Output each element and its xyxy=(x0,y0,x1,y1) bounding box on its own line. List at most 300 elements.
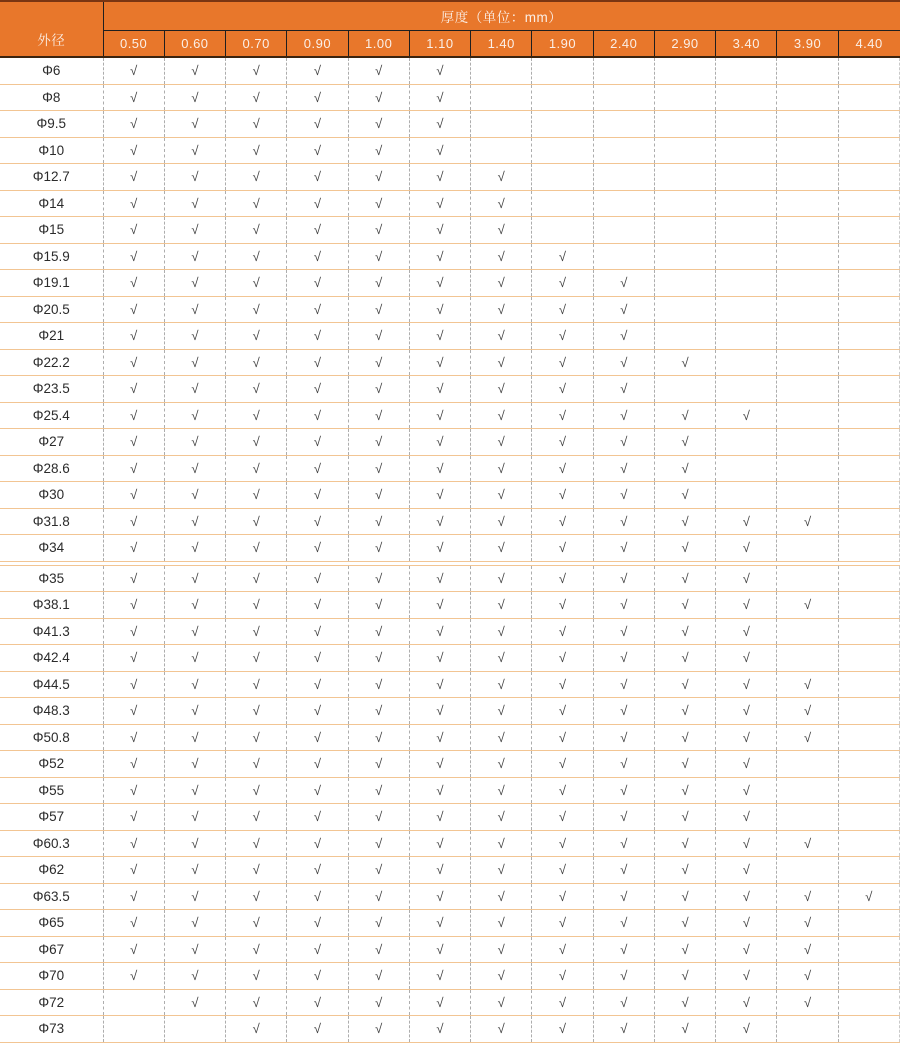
check-cell: √ xyxy=(287,349,348,376)
check-cell: √ xyxy=(532,323,593,350)
table-row xyxy=(0,217,900,244)
diameter-cell: Φ15 xyxy=(0,217,103,244)
empty-cell xyxy=(593,84,654,111)
empty-cell xyxy=(838,565,899,592)
check-cell: √ xyxy=(409,751,470,778)
check-cell: √ xyxy=(716,402,777,429)
check-cell: √ xyxy=(287,989,348,1016)
check-cell: √ xyxy=(348,1016,409,1043)
diameter-cell: Φ19.1 xyxy=(0,270,103,297)
check-cell: √ xyxy=(716,777,777,804)
check-cell: √ xyxy=(777,936,838,963)
diameter-cell: Φ21 xyxy=(0,323,103,350)
check-cell: √ xyxy=(471,724,532,751)
check-cell: √ xyxy=(348,535,409,562)
check-cell: √ xyxy=(593,777,654,804)
diameter-cell: Φ67 xyxy=(0,936,103,963)
thickness-col-header: 1.40 xyxy=(471,30,532,57)
check-cell: √ xyxy=(654,804,715,831)
check-cell: √ xyxy=(471,936,532,963)
empty-cell xyxy=(654,190,715,217)
check-cell: √ xyxy=(471,376,532,403)
check-cell: √ xyxy=(409,671,470,698)
empty-cell xyxy=(593,137,654,164)
check-cell: √ xyxy=(348,402,409,429)
diameter-cell: Φ44.5 xyxy=(0,671,103,698)
check-cell: √ xyxy=(777,989,838,1016)
check-cell: √ xyxy=(348,963,409,990)
check-cell: √ xyxy=(471,349,532,376)
check-cell: √ xyxy=(348,645,409,672)
check-cell: √ xyxy=(593,349,654,376)
check-cell: √ xyxy=(471,429,532,456)
diameter-cell: Φ25.4 xyxy=(0,402,103,429)
check-cell: √ xyxy=(654,1016,715,1043)
check-cell: √ xyxy=(593,883,654,910)
check-cell: √ xyxy=(348,482,409,509)
check-cell: √ xyxy=(226,243,287,270)
check-cell: √ xyxy=(226,137,287,164)
empty-cell xyxy=(532,164,593,191)
empty-cell xyxy=(777,535,838,562)
check-cell: √ xyxy=(287,323,348,350)
check-cell: √ xyxy=(226,535,287,562)
check-cell: √ xyxy=(777,671,838,698)
check-cell: √ xyxy=(654,989,715,1016)
check-cell: √ xyxy=(593,910,654,937)
empty-cell xyxy=(654,164,715,191)
check-cell: √ xyxy=(593,296,654,323)
check-cell: √ xyxy=(164,482,225,509)
check-cell: √ xyxy=(287,429,348,456)
empty-cell xyxy=(532,217,593,244)
check-cell: √ xyxy=(103,671,164,698)
table-row xyxy=(0,936,900,963)
check-cell: √ xyxy=(471,963,532,990)
check-cell: √ xyxy=(471,535,532,562)
check-cell: √ xyxy=(409,936,470,963)
table-row xyxy=(0,751,900,778)
check-cell: √ xyxy=(593,402,654,429)
table-row xyxy=(0,57,900,84)
check-cell: √ xyxy=(716,963,777,990)
table-row xyxy=(0,482,900,509)
empty-cell xyxy=(716,429,777,456)
check-cell: √ xyxy=(409,618,470,645)
check-cell: √ xyxy=(471,857,532,884)
check-cell: √ xyxy=(164,724,225,751)
diameter-cell: Φ48.3 xyxy=(0,698,103,725)
empty-cell xyxy=(471,57,532,84)
check-cell: √ xyxy=(348,565,409,592)
check-cell: √ xyxy=(164,402,225,429)
check-cell: √ xyxy=(716,910,777,937)
empty-cell xyxy=(471,111,532,138)
empty-cell xyxy=(777,190,838,217)
check-cell: √ xyxy=(226,84,287,111)
empty-cell xyxy=(777,857,838,884)
check-cell: √ xyxy=(409,724,470,751)
empty-cell xyxy=(838,830,899,857)
check-cell: √ xyxy=(348,296,409,323)
check-cell: √ xyxy=(226,989,287,1016)
thickness-col-header: 1.00 xyxy=(348,30,409,57)
empty-cell xyxy=(654,217,715,244)
check-cell: √ xyxy=(777,830,838,857)
check-cell: √ xyxy=(532,296,593,323)
empty-cell xyxy=(838,190,899,217)
check-cell: √ xyxy=(226,698,287,725)
check-cell: √ xyxy=(226,482,287,509)
diameter-cell: Φ55 xyxy=(0,777,103,804)
check-cell: √ xyxy=(532,429,593,456)
check-cell: √ xyxy=(409,565,470,592)
check-cell: √ xyxy=(654,565,715,592)
check-cell: √ xyxy=(226,963,287,990)
empty-cell xyxy=(654,137,715,164)
check-cell: √ xyxy=(532,1016,593,1043)
check-cell: √ xyxy=(287,111,348,138)
check-cell: √ xyxy=(777,592,838,619)
check-cell: √ xyxy=(716,1016,777,1043)
check-cell: √ xyxy=(287,751,348,778)
check-cell: √ xyxy=(777,724,838,751)
table-row xyxy=(0,883,900,910)
empty-cell xyxy=(777,84,838,111)
empty-cell xyxy=(716,349,777,376)
check-cell: √ xyxy=(593,482,654,509)
check-cell: √ xyxy=(103,883,164,910)
empty-cell xyxy=(838,857,899,884)
empty-cell xyxy=(838,296,899,323)
check-cell: √ xyxy=(226,190,287,217)
empty-cell xyxy=(593,217,654,244)
empty-cell xyxy=(716,57,777,84)
diameter-cell: Φ28.6 xyxy=(0,455,103,482)
check-cell: √ xyxy=(532,671,593,698)
empty-cell xyxy=(471,137,532,164)
diameter-cell: Φ35 xyxy=(0,565,103,592)
check-cell: √ xyxy=(164,804,225,831)
check-cell: √ xyxy=(287,777,348,804)
empty-cell xyxy=(777,429,838,456)
empty-cell xyxy=(777,217,838,244)
diameter-cell: Φ73 xyxy=(0,1016,103,1043)
check-cell: √ xyxy=(348,508,409,535)
check-cell: √ xyxy=(409,429,470,456)
check-cell: √ xyxy=(226,777,287,804)
check-cell: √ xyxy=(532,455,593,482)
check-cell: √ xyxy=(593,804,654,831)
check-cell: √ xyxy=(471,618,532,645)
check-cell: √ xyxy=(409,323,470,350)
check-cell: √ xyxy=(593,963,654,990)
check-cell: √ xyxy=(164,429,225,456)
empty-cell xyxy=(838,482,899,509)
diameter-cell: Φ38.1 xyxy=(0,592,103,619)
table-row xyxy=(0,830,900,857)
check-cell: √ xyxy=(348,190,409,217)
diameter-cell: Φ6 xyxy=(0,57,103,84)
check-cell: √ xyxy=(164,296,225,323)
check-cell: √ xyxy=(716,857,777,884)
table-row xyxy=(0,857,900,884)
check-cell: √ xyxy=(103,936,164,963)
empty-cell xyxy=(838,777,899,804)
check-cell: √ xyxy=(409,482,470,509)
empty-cell xyxy=(838,217,899,244)
empty-cell xyxy=(654,296,715,323)
empty-cell xyxy=(777,565,838,592)
check-cell: √ xyxy=(348,724,409,751)
check-cell: √ xyxy=(716,989,777,1016)
check-cell: √ xyxy=(348,84,409,111)
check-cell: √ xyxy=(593,830,654,857)
check-cell: √ xyxy=(532,751,593,778)
check-cell: √ xyxy=(103,804,164,831)
check-cell: √ xyxy=(409,402,470,429)
check-cell: √ xyxy=(226,1016,287,1043)
check-cell: √ xyxy=(348,349,409,376)
check-cell: √ xyxy=(287,857,348,884)
check-cell: √ xyxy=(654,830,715,857)
check-cell: √ xyxy=(226,804,287,831)
check-cell: √ xyxy=(716,565,777,592)
check-cell: √ xyxy=(164,592,225,619)
check-cell: √ xyxy=(103,830,164,857)
check-cell: √ xyxy=(226,508,287,535)
thickness-col-header: 2.90 xyxy=(654,30,715,57)
thickness-col-header: 0.60 xyxy=(164,30,225,57)
empty-cell xyxy=(838,84,899,111)
check-cell: √ xyxy=(103,592,164,619)
check-cell: √ xyxy=(287,645,348,672)
check-cell: √ xyxy=(409,190,470,217)
check-cell: √ xyxy=(532,804,593,831)
check-cell: √ xyxy=(532,243,593,270)
check-cell: √ xyxy=(409,535,470,562)
empty-cell xyxy=(838,270,899,297)
check-cell: √ xyxy=(471,243,532,270)
empty-cell xyxy=(716,111,777,138)
check-cell: √ xyxy=(164,989,225,1016)
check-cell: √ xyxy=(471,910,532,937)
check-cell: √ xyxy=(409,883,470,910)
check-cell: √ xyxy=(654,535,715,562)
empty-cell xyxy=(532,137,593,164)
empty-cell xyxy=(716,323,777,350)
check-cell: √ xyxy=(409,84,470,111)
check-cell: √ xyxy=(654,671,715,698)
check-cell: √ xyxy=(348,671,409,698)
empty-cell xyxy=(777,111,838,138)
table-header xyxy=(0,1,900,57)
check-cell: √ xyxy=(471,323,532,350)
table-row xyxy=(0,111,900,138)
empty-cell xyxy=(654,376,715,403)
check-cell: √ xyxy=(226,751,287,778)
check-cell: √ xyxy=(532,963,593,990)
check-cell: √ xyxy=(164,270,225,297)
check-cell: √ xyxy=(716,724,777,751)
check-cell: √ xyxy=(287,57,348,84)
check-cell: √ xyxy=(348,429,409,456)
diameter-cell: Φ63.5 xyxy=(0,883,103,910)
diameter-cell: Φ31.8 xyxy=(0,508,103,535)
check-cell: √ xyxy=(471,989,532,1016)
empty-cell xyxy=(777,243,838,270)
check-cell: √ xyxy=(287,883,348,910)
empty-cell xyxy=(838,910,899,937)
empty-cell xyxy=(103,989,164,1016)
empty-cell xyxy=(777,751,838,778)
check-cell: √ xyxy=(348,376,409,403)
check-cell: √ xyxy=(103,402,164,429)
check-cell: √ xyxy=(348,592,409,619)
check-cell: √ xyxy=(471,402,532,429)
thickness-col-header: 3.40 xyxy=(716,30,777,57)
check-cell: √ xyxy=(777,910,838,937)
table-row xyxy=(0,402,900,429)
check-cell: √ xyxy=(409,111,470,138)
check-cell: √ xyxy=(164,217,225,244)
check-cell: √ xyxy=(348,777,409,804)
check-cell: √ xyxy=(287,618,348,645)
check-cell: √ xyxy=(593,455,654,482)
check-cell: √ xyxy=(103,137,164,164)
check-cell: √ xyxy=(164,164,225,191)
empty-cell xyxy=(716,137,777,164)
check-cell: √ xyxy=(593,724,654,751)
empty-cell xyxy=(838,1016,899,1043)
check-cell: √ xyxy=(532,883,593,910)
empty-cell xyxy=(716,270,777,297)
check-cell: √ xyxy=(348,164,409,191)
empty-cell xyxy=(777,482,838,509)
check-cell: √ xyxy=(226,270,287,297)
check-cell: √ xyxy=(164,111,225,138)
check-cell: √ xyxy=(471,592,532,619)
check-cell: √ xyxy=(103,349,164,376)
check-cell: √ xyxy=(226,296,287,323)
empty-cell xyxy=(838,455,899,482)
empty-cell xyxy=(777,402,838,429)
table-row xyxy=(0,323,900,350)
check-cell: √ xyxy=(716,830,777,857)
check-cell: √ xyxy=(654,402,715,429)
check-cell: √ xyxy=(716,936,777,963)
check-cell: √ xyxy=(287,296,348,323)
check-cell: √ xyxy=(103,508,164,535)
table-row xyxy=(0,455,900,482)
check-cell: √ xyxy=(287,402,348,429)
empty-cell xyxy=(716,455,777,482)
empty-cell xyxy=(838,111,899,138)
table-body xyxy=(0,57,900,1042)
check-cell: √ xyxy=(226,349,287,376)
empty-cell xyxy=(716,164,777,191)
check-cell: √ xyxy=(777,698,838,725)
empty-cell xyxy=(777,164,838,191)
check-cell: √ xyxy=(471,777,532,804)
empty-cell xyxy=(838,535,899,562)
check-cell: √ xyxy=(103,455,164,482)
check-cell: √ xyxy=(409,243,470,270)
check-cell: √ xyxy=(287,482,348,509)
check-cell: √ xyxy=(226,429,287,456)
check-cell: √ xyxy=(103,296,164,323)
check-cell: √ xyxy=(287,217,348,244)
check-cell: √ xyxy=(287,137,348,164)
check-cell: √ xyxy=(716,698,777,725)
check-cell: √ xyxy=(654,349,715,376)
check-cell: √ xyxy=(287,724,348,751)
check-cell: √ xyxy=(226,323,287,350)
check-cell: √ xyxy=(287,910,348,937)
check-cell: √ xyxy=(409,349,470,376)
check-cell: √ xyxy=(654,508,715,535)
empty-cell xyxy=(654,57,715,84)
check-cell: √ xyxy=(287,936,348,963)
empty-cell xyxy=(164,1016,225,1043)
table-row xyxy=(0,535,900,562)
check-cell: √ xyxy=(226,455,287,482)
check-cell: √ xyxy=(103,84,164,111)
check-cell: √ xyxy=(164,698,225,725)
check-cell: √ xyxy=(164,535,225,562)
check-cell: √ xyxy=(716,618,777,645)
check-cell: √ xyxy=(409,830,470,857)
check-cell: √ xyxy=(409,910,470,937)
empty-cell xyxy=(654,84,715,111)
check-cell: √ xyxy=(654,645,715,672)
check-cell: √ xyxy=(716,508,777,535)
empty-cell xyxy=(777,645,838,672)
table-row xyxy=(0,84,900,111)
check-cell: √ xyxy=(409,217,470,244)
empty-cell xyxy=(777,1016,838,1043)
table-row xyxy=(0,137,900,164)
check-cell: √ xyxy=(164,57,225,84)
check-cell: √ xyxy=(409,164,470,191)
table-row xyxy=(0,243,900,270)
check-cell: √ xyxy=(593,671,654,698)
check-cell: √ xyxy=(593,936,654,963)
check-cell: √ xyxy=(226,910,287,937)
empty-cell xyxy=(471,84,532,111)
thickness-col-header: 0.90 xyxy=(287,30,348,57)
check-cell: √ xyxy=(654,429,715,456)
check-cell: √ xyxy=(409,963,470,990)
check-cell: √ xyxy=(226,671,287,698)
empty-cell xyxy=(777,323,838,350)
check-cell: √ xyxy=(226,376,287,403)
empty-cell xyxy=(716,296,777,323)
check-cell: √ xyxy=(287,1016,348,1043)
check-cell: √ xyxy=(348,804,409,831)
empty-cell xyxy=(593,243,654,270)
check-cell: √ xyxy=(716,883,777,910)
check-cell: √ xyxy=(164,883,225,910)
check-cell: √ xyxy=(777,883,838,910)
check-cell: √ xyxy=(103,190,164,217)
table-row xyxy=(0,963,900,990)
table-row xyxy=(0,618,900,645)
check-cell: √ xyxy=(103,217,164,244)
check-cell: √ xyxy=(164,618,225,645)
check-cell: √ xyxy=(471,698,532,725)
check-cell: √ xyxy=(226,592,287,619)
